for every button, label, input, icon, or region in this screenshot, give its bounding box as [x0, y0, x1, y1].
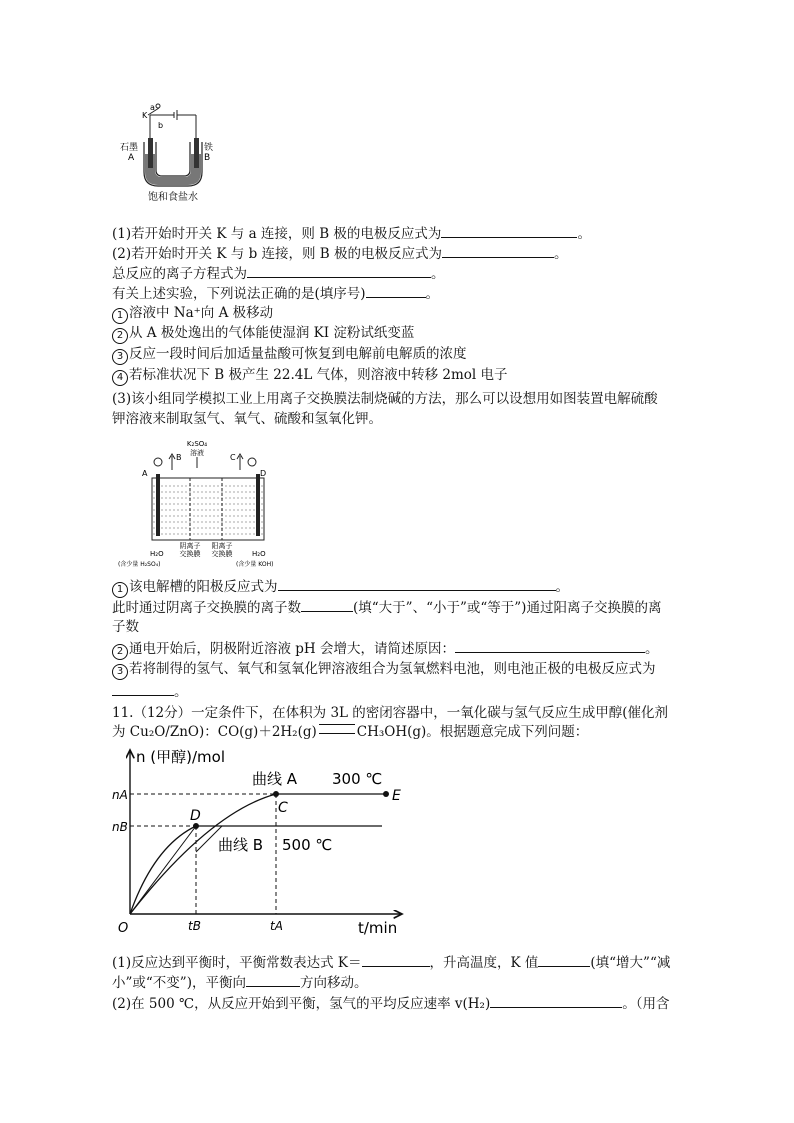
circle-number-1: 1: [112, 308, 128, 324]
temp-a-label: 300 ℃: [332, 770, 383, 788]
q2-blank: [442, 243, 554, 258]
p1-blank-direction: [246, 972, 300, 987]
u-tube-figure: [118, 102, 228, 192]
fig1-right-bottom: B: [204, 153, 211, 163]
p1b-line: 小”或“不变”)，平衡向 方向移动。: [112, 972, 367, 993]
ta-label: tA: [270, 919, 283, 933]
point-d-label: D: [190, 808, 201, 824]
q3-line-b: 钾溶液来制取氢气、氧气、硫酸和氢氧化钾。: [112, 411, 382, 427]
curve-a-label: 曲线 A: [252, 770, 298, 788]
curve-b-label: 曲线 B: [218, 836, 264, 854]
fig1-label-a: a: [150, 103, 155, 112]
s2-blank: [455, 638, 645, 653]
q2-total-line: 总反应的离子方程式为 。: [112, 263, 445, 284]
fig1-right-top: 铁: [204, 143, 214, 153]
q1-line: (1)若开始时开关 K 与 a 连接，则 B 极的电极反应式为 。: [112, 223, 591, 244]
temp-b-label: 500 ℃: [282, 836, 333, 854]
p1-line: (1)反应达到平衡时，平衡常数表达式 K＝ ，升高温度，K 值 (填“增大”“减: [112, 952, 670, 973]
point-c: [273, 791, 279, 797]
s1-line: 1 该电解槽的阳极反应式为 。: [112, 576, 569, 598]
q2-choice-text: 有关上述实验，下列说法正确的是(填序号): [112, 286, 366, 302]
s1b-line: 此时通过阴离子交换膜的离子数 (填“大于”、“小于”或“等于”)通过阳离子交换膜的离: [112, 597, 661, 618]
fig2-top-label2: 溶液: [190, 449, 204, 457]
q2-line: (2)若开始时开关 K 与 b 连接，则 B 极的电极反应式为 。: [112, 243, 568, 264]
fig2-top-label: K₂SO₄: [186, 440, 208, 448]
curve-a: [130, 794, 276, 914]
fig2-right-inlet: H₂O: [252, 550, 266, 558]
equilibrium-arrow: [319, 724, 355, 734]
q11-line-b: 为 Cu₂O/ZnO)：CO(g)＋2H₂(g) CH₃OH(g)。根据题意完成下列问题：: [112, 724, 589, 740]
s3-blank: [112, 681, 174, 696]
fig2-membrane1-a: 阴离子: [179, 542, 201, 550]
fig1-label-b: b: [158, 121, 164, 130]
s3-line: 3 若将制得的氢气、氧气和氢氧化钾溶液组合为氢氧燃料电池，则电池正极的电极反应式为: [112, 659, 656, 680]
q1-blank: [441, 223, 577, 238]
fig2-label-a: A: [142, 469, 148, 478]
circle-number-2: 2: [112, 328, 128, 344]
s3b-line: 。: [112, 681, 188, 702]
fig1-left-bottom: A: [128, 153, 135, 163]
q2-choice-blank: [366, 283, 426, 298]
circle-number-1b: 1: [112, 582, 128, 598]
nb-label: nB: [112, 820, 128, 834]
option-4: 4 若标准状况下 B 极产生 22.4L 气体，则溶液中转移 2mol 电子: [112, 365, 508, 386]
point-e-label: E: [392, 788, 401, 804]
p2-blank: [490, 993, 622, 1008]
fig2-membrane1-b: 交换膜: [179, 550, 201, 558]
circle-number-3b: 3: [112, 664, 128, 680]
circle-number-2b: 2: [112, 644, 128, 660]
fig2-membrane2-a: 阳离子: [211, 542, 233, 550]
s1-blank: [278, 576, 556, 591]
y-axis-label: n (甲醇)/mol: [136, 748, 225, 766]
x-axis-label: t/min: [358, 919, 398, 937]
fig2-label-c: C: [230, 453, 236, 462]
s1b-blank: [301, 597, 353, 612]
circle-number-4: 4: [112, 370, 128, 386]
circle-number-3: 3: [112, 349, 128, 365]
methanol-chart: [110, 742, 420, 940]
q3-line-a: (3)该小组同学模拟工业上用离子交换膜法制烧碱的方法，那么可以设想用如图装置电解硫酸: [112, 391, 658, 407]
point-e: [383, 791, 389, 797]
tb-label: tB: [188, 919, 201, 933]
na-label: nA: [112, 788, 128, 802]
q2-total-text: 总反应的离子方程式为: [112, 266, 247, 282]
option-3: 3 反应一段时间后加适量盐酸可恢复到电解前电解质的浓度: [112, 344, 467, 365]
electrolysis-cell-figure: [112, 436, 282, 570]
q2-choice-line: 有关上述实验，下列说法正确的是(填序号) 。: [112, 283, 439, 304]
q11-line-a: 11.（12分）一定条件下，在体积为 3L 的密闭容器中，一氧化碳与氢气反应生成甲醇(催化剂: [112, 705, 669, 721]
p1-blank-k: [362, 952, 430, 967]
origin-label: O: [118, 921, 129, 936]
fig2-left-inlet: H₂O: [150, 550, 164, 558]
fig1-label-k: K: [142, 111, 148, 120]
p1-blank-kvalue: [538, 952, 590, 967]
point-c-label: C: [278, 800, 288, 816]
s2-line: 2 通电开始后，阴极附近溶液 pH 会增大，请简述原因： 。: [112, 638, 659, 660]
fig2-label-d: D: [260, 469, 267, 478]
fig2-label-b: B: [176, 453, 182, 462]
fig2-left-inlet2: (含少量 H₂SO₄): [118, 561, 161, 568]
fig1-left-top: 石墨: [120, 143, 139, 153]
q2-total-blank: [247, 263, 431, 278]
p2-line: (2)在 500 ℃，从反应开始到平衡，氢气的平均反应速率 v(H₂) 。（用含: [112, 993, 669, 1014]
fig1-caption: 饱和食盐水: [148, 192, 198, 203]
fig2-membrane2-b: 交换膜: [211, 550, 233, 558]
q1-text: (1)若开始时开关 K 与 a 连接，则 B 极的电极反应式为: [112, 226, 442, 242]
option-1: 1 溶液中 Na⁺向 A 极移动: [112, 303, 273, 324]
option-2: 2 从 A 极处逸出的气体能使湿润 KI 淀粉试纸变蓝: [112, 323, 414, 344]
fig2-right-inlet2: (含少量 KOH): [236, 561, 274, 568]
s1c-line: 子数: [112, 619, 139, 635]
q2-text: (2)若开始时开关 K 与 b 连接，则 B 极的电极反应式为: [112, 246, 443, 262]
